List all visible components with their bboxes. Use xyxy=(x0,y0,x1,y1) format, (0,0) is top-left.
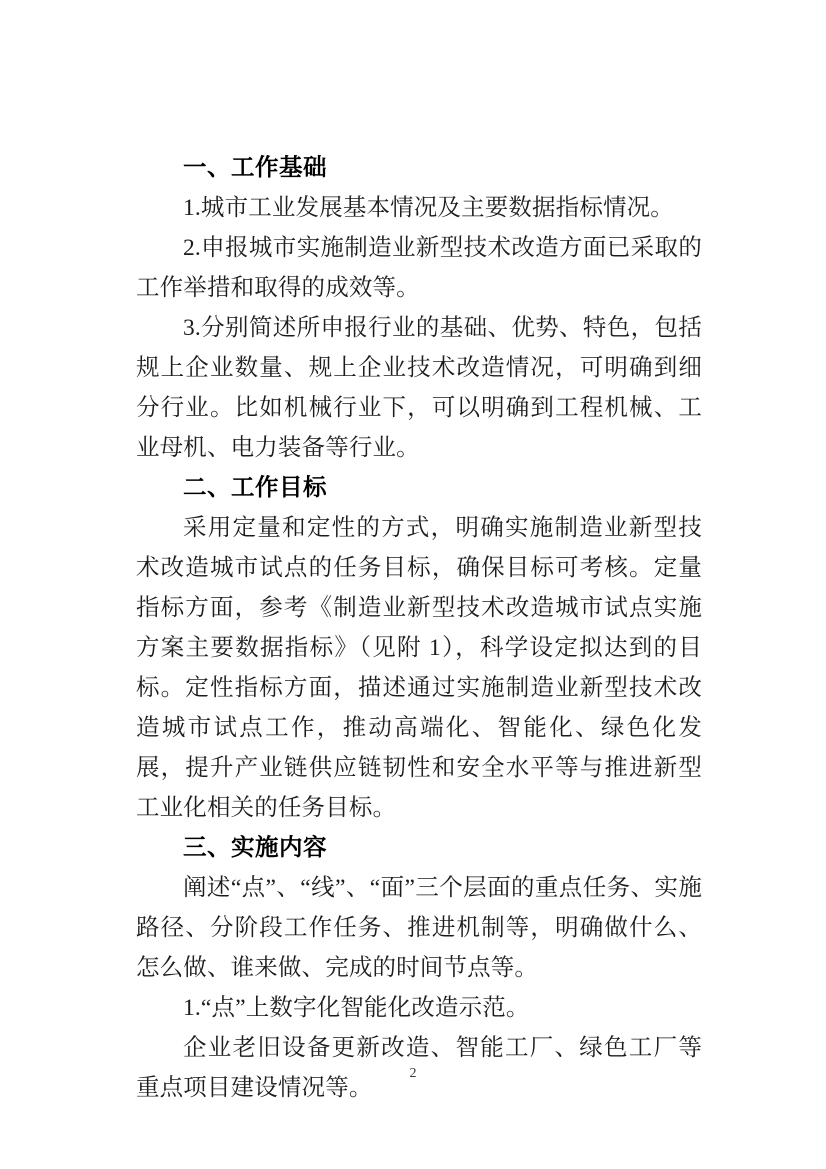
document-body xyxy=(136,148,702,1108)
section-1-item-3: 3.分别简述所申报行业的基础、优势、特色，包括规上企业数量、规上企业技术改造情况，可明确到细分行业。比如机械行业下，可以明确到工程机械、工业母机、电力装备等行业。 xyxy=(136,315,702,461)
section-heading-2: 二、工作目标 xyxy=(183,475,327,501)
section-2-paragraph-1: 采用定量和定性的方式，明确实施制造业新型技术改造城市试点的任务目标，确保目标可考核。定量指标方面，参考《制造业新型技术改造城市试点实施方案主要数据指标》（见附 1），科学设定拟达到的目标。定性指标方面，描述通过实施制造业新型技术改造城市试点工作，推动高端化、智能化、绿色化发展，提升产业链供应链韧性和安全水平等与推进新型工业化相关的任务目标。 xyxy=(136,515,702,821)
section-heading-1: 一、工作基础 xyxy=(183,155,327,181)
section-3-item-1: 1.“点”上数字化智能化改造示范。 xyxy=(183,995,530,1021)
section-1-item-1: 1.城市工业发展基本情况及主要数据指标情况。 xyxy=(183,195,674,221)
section-3-item-1-detail: 企业老旧设备更新改造、智能工厂、绿色工厂等重点项目建设情况等。 xyxy=(136,1035,702,1101)
section-1-item-2: 2.申报城市实施制造业新型技术改造方面已采取的工作举措和取得的成效等。 xyxy=(136,235,702,301)
section-heading-3: 三、实施内容 xyxy=(183,835,327,861)
section-3-paragraph-1: 阐述“点”、“线”、“面”三个层面的重点任务、实施路径、分阶段工作任务、推进机制等，明确做什么、怎么做、谁来做、完成的时间节点等。 xyxy=(136,875,702,981)
page-number: 2 xyxy=(409,1066,417,1081)
